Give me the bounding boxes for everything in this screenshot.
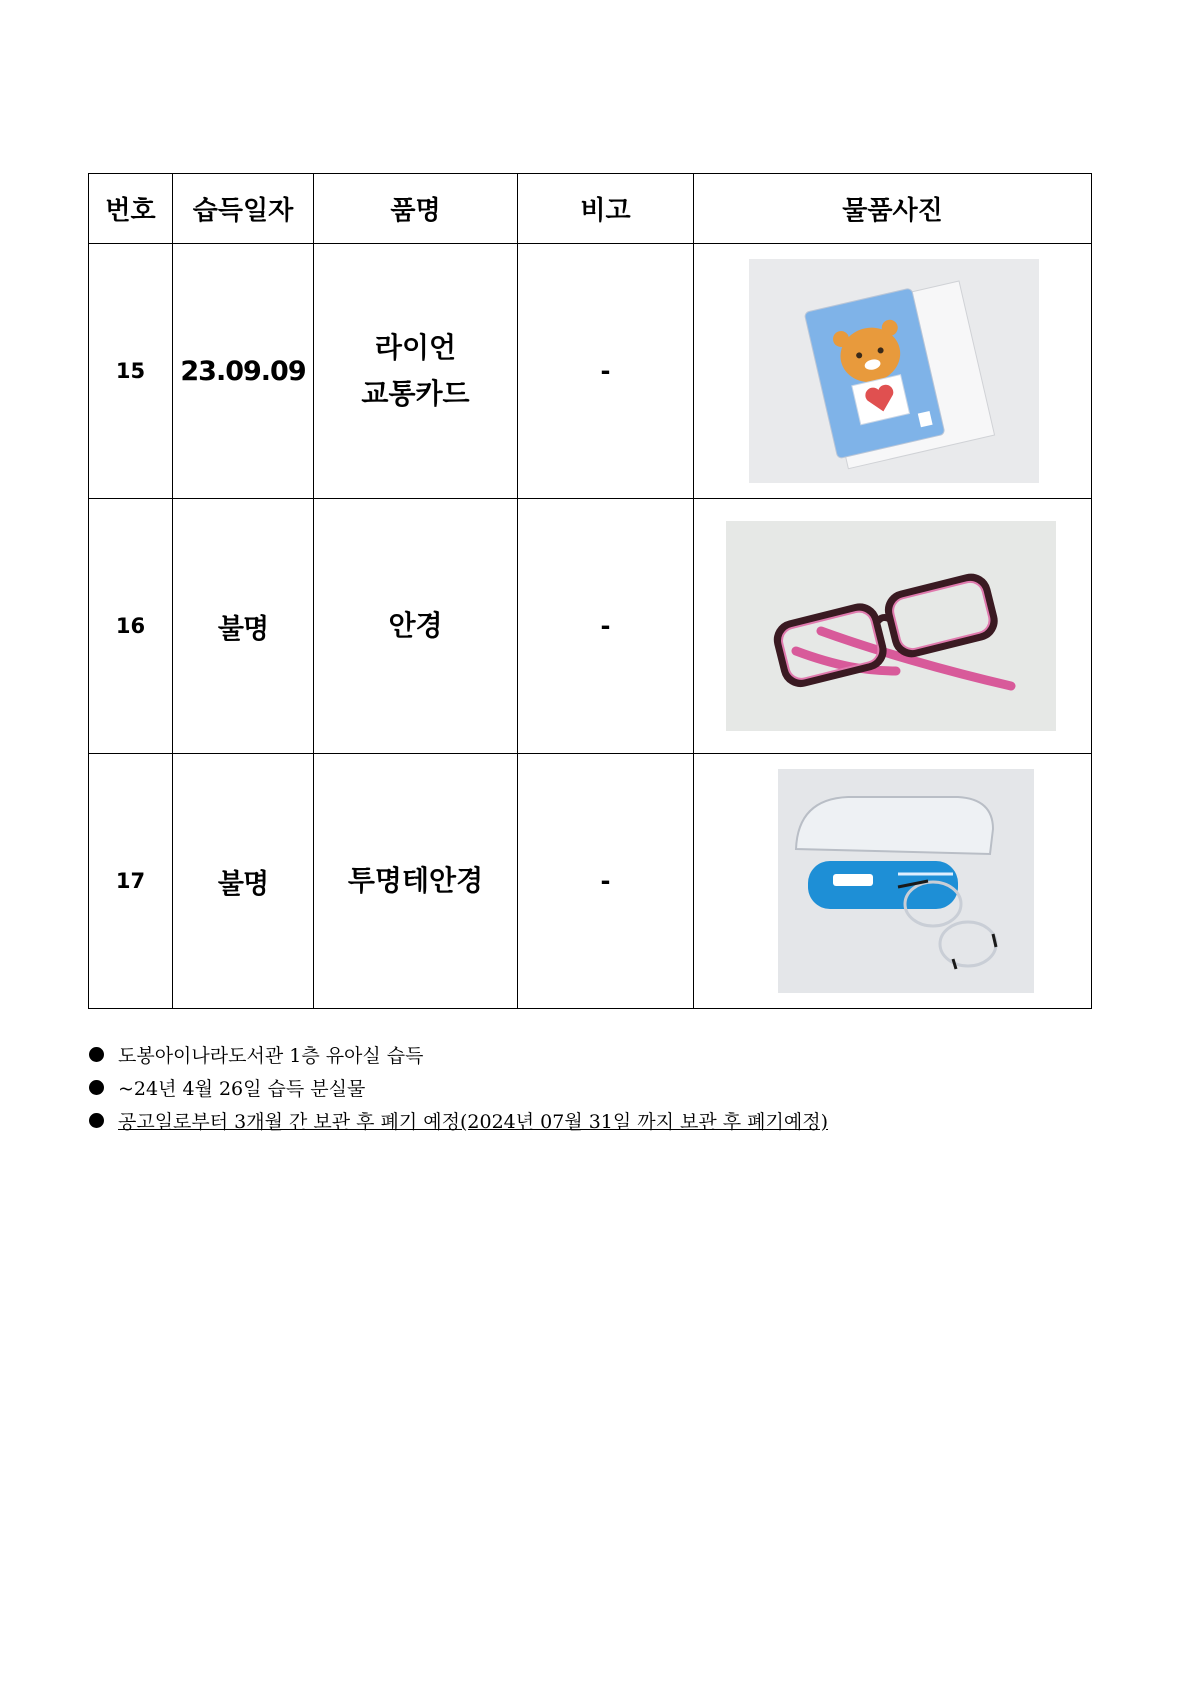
row-item-name <box>314 244 518 499</box>
bullet-icon <box>89 1047 104 1062</box>
row-remarks: - <box>518 244 694 499</box>
bullet-icon <box>89 1080 104 1095</box>
table-row <box>89 754 1092 1009</box>
item-name-line1: 안경 <box>388 609 443 642</box>
note-item <box>88 1071 1088 1104</box>
row-number: 16 <box>89 499 173 754</box>
note-item-underlined <box>88 1104 1088 1137</box>
row-number: 15 <box>89 244 173 499</box>
table-row <box>89 499 1092 754</box>
bullet-icon <box>89 1113 104 1128</box>
clear-glasses-case-photo <box>778 769 1034 993</box>
lost-items-table <box>88 173 1092 1009</box>
row-date: 불명 <box>173 754 314 1009</box>
header-date: 습득일자 <box>173 174 314 244</box>
transit-card-photo <box>749 259 1039 483</box>
item-name-line1: 라이언 <box>374 331 457 364</box>
header-remarks: 비고 <box>518 174 694 244</box>
note-text: 공고일로부터 3개월 간 보관 후 폐기 예정(2024년 07월 31일 까지 보관 후 폐기예정) <box>118 1111 829 1133</box>
item-name-line2: 교통카드 <box>361 377 470 410</box>
row-item-name <box>314 499 518 754</box>
note-text: ~24년 4월 26일 습득 분실물 <box>118 1078 366 1100</box>
row-remarks: - <box>518 754 694 1009</box>
row-photo-cell <box>694 754 1092 1009</box>
header-photo: 물품사진 <box>694 174 1092 244</box>
notes-list <box>88 1038 1088 1137</box>
header-number: 번호 <box>89 174 173 244</box>
note-text: 도봉아이나라도서관 1층 유아실 습득 <box>118 1045 424 1067</box>
item-name-line1: 투명테안경 <box>347 864 484 897</box>
row-photo-cell <box>694 499 1092 754</box>
header-item-name: 품명 <box>314 174 518 244</box>
table-header-row <box>89 174 1092 244</box>
row-item-name <box>314 754 518 1009</box>
note-item <box>88 1038 1088 1071</box>
row-date: 불명 <box>173 499 314 754</box>
row-photo-cell <box>694 244 1092 499</box>
pink-glasses-photo <box>726 521 1056 731</box>
row-number: 17 <box>89 754 173 1009</box>
table-row <box>89 244 1092 499</box>
row-remarks: - <box>518 499 694 754</box>
row-date: 23.09.09 <box>173 244 314 499</box>
